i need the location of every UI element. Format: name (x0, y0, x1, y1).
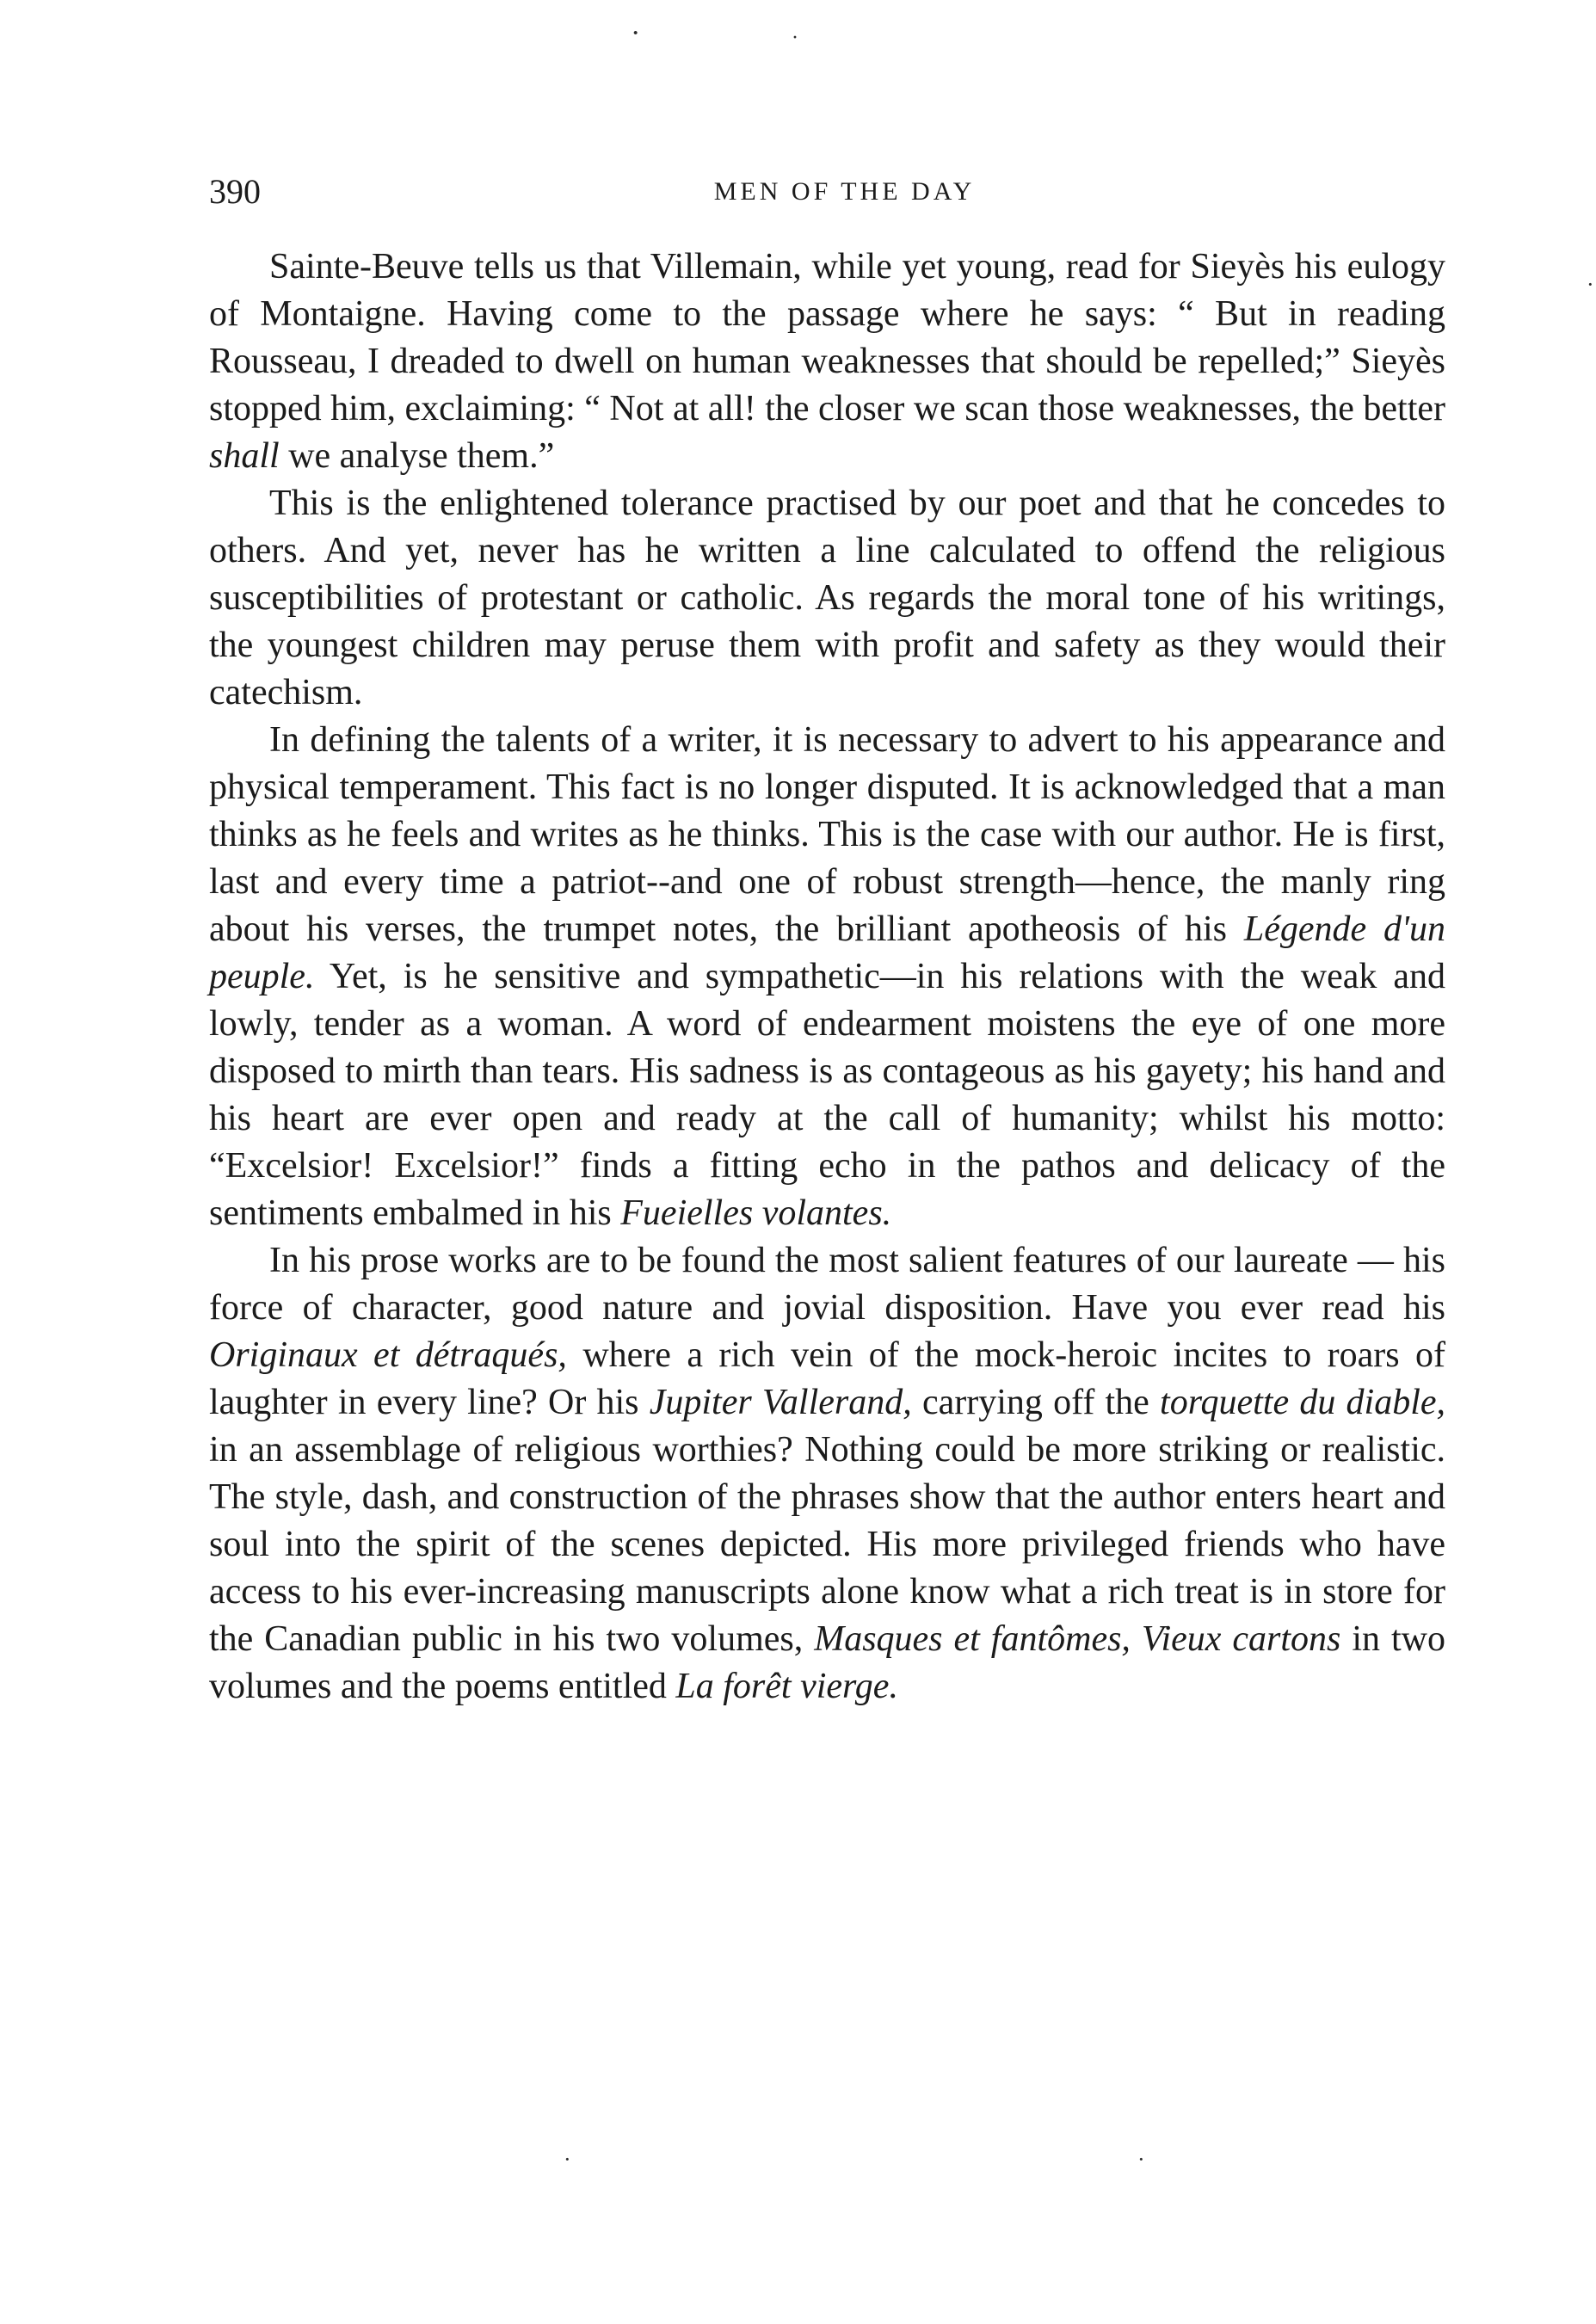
page-header (209, 170, 1445, 213)
body-text (209, 243, 1445, 1711)
text-run: This is the enlightened tolerance practised by our poet and that he concedes to others. And yet, never has he written a line calculated to offend the religious susceptibilities of protestant or catholic. As regards the moral tone of his writings, the youngest children may peruse them with profit and safety as they would their catechism. (209, 484, 1445, 712)
text-run: In his prose works are to be found the most salient features of our laureate — his force of character, good nature and jovial disposition. Have you ever read his (209, 1241, 1445, 1328)
page-number: 390 (209, 172, 261, 211)
italic-title: Originaux et détraqués, (209, 1335, 567, 1375)
italic-title: Fueielles volantes. (620, 1193, 892, 1233)
italic-title: Jupiter Vallerand, (649, 1383, 912, 1422)
text-run: where a rich vein of the mock-heroic incites to roars of laughter in every line? Or his (209, 1335, 1445, 1422)
running-head: MEN OF THE DAY (713, 177, 976, 206)
text-run: In defining the talents of a writer, it is necessary to advert to his appearance and physical temperament. This fact is no longer disputed. It is acknowledged that a man thinks as he feels and writes as he thinks. This is the case with our author. He is first, last and every time a patriot--and one of robust strength—hence, the manly ring about his verses, the trumpet notes, the brilliant apotheosis of his (209, 720, 1445, 949)
italic-title: Vieux cartons (1141, 1619, 1341, 1659)
text-run: we analyse them.” (279, 436, 555, 476)
print-speck: · (792, 27, 798, 49)
text-run: Yet, is he sensitive and sympathetic—in his relations with the weak and lowly, tender as a woman. A word of endearment moistens the eye of one more disposed to mirth than tears. His sadness is as contageous as his gayety; his hand and his heart are ever open and ready at the call of humanity; whilst his motto: “Excelsior! Excelsior!” finds a fitting echo in the pathos and delicacy of the sentiments embalmed in his (209, 957, 1445, 1233)
paragraph (209, 1237, 1445, 1711)
print-speck: · (631, 17, 641, 49)
paragraph (209, 717, 1445, 1237)
italic-title: La forêt vierge. (675, 1667, 898, 1706)
italic-title: Légende d'un peuple. (209, 909, 1445, 996)
text-run: in two volumes and the poems entitled (209, 1619, 1446, 1706)
text-run: Sainte-Beuve tells us that Villemain, while yet young, read for Sieyès his eulogy of Montaigne. Having come to the passage where he says: “ But in reading Rousseau, I dreaded to dwell on human weaknesses that should be repelled;” Sieyès stopped him, exclaiming: “ Not at all! the closer we scan those weaknesses, the better (209, 247, 1445, 428)
print-speck: · (1587, 272, 1594, 297)
italic-title: Masques et fantômes, (814, 1619, 1131, 1659)
italic-title: torquette du diable, (1160, 1383, 1446, 1422)
paragraph (209, 243, 1445, 480)
text-run: carrying off the (911, 1383, 1161, 1422)
text-run (1131, 1619, 1142, 1659)
text-run: in an assemblage of religious worthies? Nothing could be more striking or realistic. The style, dash, and construction of the phrases show that the author enters heart and soul into the spirit of the scenes depicted. His more privileged friends who have access to his ever-increasing manuscripts alone know what a rich treat is in store for the Canadian public in his two volumes, (209, 1430, 1445, 1659)
italic-title: shall (209, 436, 280, 476)
print-speck: · (1137, 2147, 1145, 2172)
paragraph (209, 480, 1445, 717)
print-speck: · (564, 2147, 571, 2172)
